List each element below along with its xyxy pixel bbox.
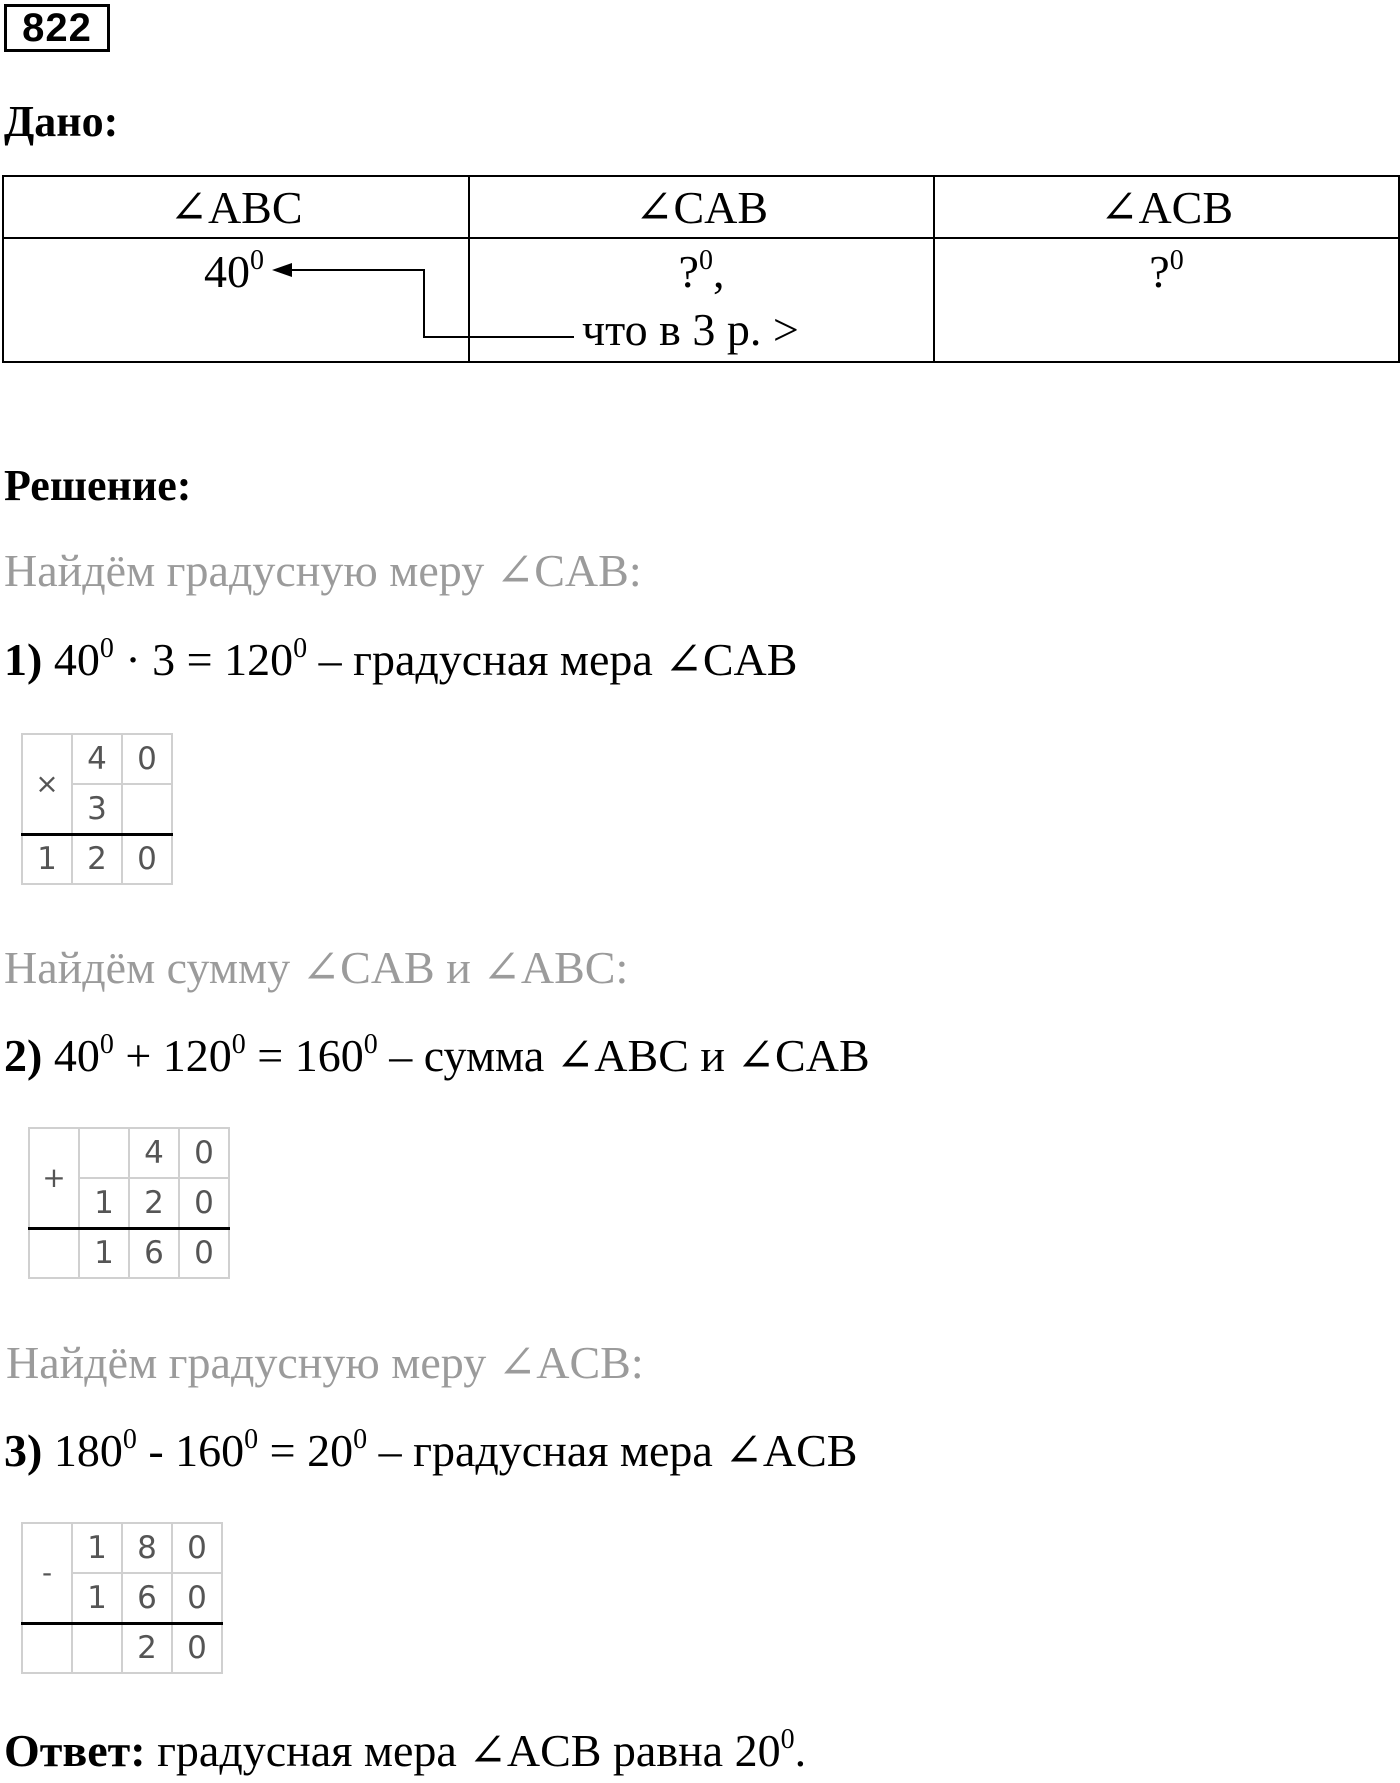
digit-cell: 1 bbox=[72, 1573, 122, 1623]
relation-arrow bbox=[0, 0, 1400, 400]
degree-mark: 0 bbox=[244, 1424, 259, 1455]
expr-part: 40 bbox=[53, 634, 100, 685]
result-cell: 0 bbox=[179, 1228, 229, 1278]
degree-mark: 0 bbox=[363, 1029, 378, 1060]
degree-mark: 0 bbox=[250, 245, 264, 276]
solution-heading: Решение: bbox=[4, 461, 192, 510]
header-angle-abc: ∠ABC bbox=[3, 176, 469, 238]
expr-part: · 3 = 120 bbox=[113, 634, 294, 685]
header-angle-acb: ∠ACB bbox=[934, 176, 1399, 238]
expr-part: 40 bbox=[53, 1030, 100, 1081]
degree-mark: 0 bbox=[231, 1029, 246, 1060]
expr-part: - 160 bbox=[136, 1425, 245, 1476]
expr-part: 180 bbox=[53, 1425, 123, 1476]
digit-cell: 6 bbox=[122, 1573, 172, 1623]
digit-cell: 0 bbox=[179, 1178, 229, 1228]
answer-text: градусная мера ∠ACB равна 20 bbox=[145, 1725, 781, 1776]
digit-cell: 4 bbox=[72, 734, 122, 784]
expr-part: – сумма ∠ABC и ∠CAB bbox=[377, 1030, 870, 1081]
degree-mark: 0 bbox=[122, 1424, 137, 1455]
digit-cell: 2 bbox=[129, 1178, 179, 1228]
degree-mark: 0 bbox=[698, 245, 713, 276]
multiplication-table bbox=[21, 733, 173, 885]
digit-cell: 1 bbox=[79, 1178, 129, 1228]
expr-part: = 160 bbox=[245, 1030, 364, 1081]
digit-cell: 0 bbox=[179, 1128, 229, 1178]
digit-cell: 3 bbox=[72, 784, 122, 834]
result-cell bbox=[72, 1623, 122, 1673]
given-heading: Дано: bbox=[4, 97, 119, 146]
digit-cell: 1 bbox=[72, 1523, 122, 1573]
result-cell: 2 bbox=[72, 834, 122, 884]
result-cell: 2 bbox=[122, 1623, 172, 1673]
result-cell: 0 bbox=[172, 1623, 222, 1673]
answer-line bbox=[4, 1723, 806, 1777]
acb-value: ? bbox=[1149, 246, 1170, 297]
result-cell bbox=[29, 1228, 79, 1278]
header-angle-cab: ∠CAB bbox=[469, 176, 934, 238]
expr-part: – градусная мера ∠CAB bbox=[307, 634, 798, 685]
expr-part: – градусная мера ∠ACB bbox=[367, 1425, 858, 1476]
expr-part: = 20 bbox=[258, 1425, 354, 1476]
step-1-label: 1) bbox=[4, 634, 43, 685]
cab-value: ? bbox=[678, 246, 699, 297]
digit-cell: 4 bbox=[129, 1128, 179, 1178]
step-1-note: Найдём градусную меру ∠CAB: bbox=[4, 545, 642, 596]
step-2-expression bbox=[4, 1028, 870, 1082]
operator-cell: - bbox=[22, 1523, 72, 1623]
result-cell: 1 bbox=[79, 1228, 129, 1278]
degree-mark: 0 bbox=[353, 1424, 368, 1455]
cab-comma: , bbox=[712, 246, 725, 297]
digit-cell: 0 bbox=[172, 1523, 222, 1573]
digit-cell: 0 bbox=[172, 1573, 222, 1623]
degree-mark: 0 bbox=[99, 633, 114, 664]
operator-cell: + bbox=[29, 1128, 79, 1228]
degree-mark: 0 bbox=[99, 1029, 114, 1060]
result-cell: 6 bbox=[129, 1228, 179, 1278]
abc-value: 40 bbox=[204, 246, 250, 297]
digit-cell: 0 bbox=[122, 734, 172, 784]
cab-relation: что в 3 р. > bbox=[582, 304, 799, 355]
digit-cell bbox=[122, 784, 172, 834]
digit-cell bbox=[79, 1128, 129, 1178]
operator-cell: × bbox=[22, 734, 72, 834]
result-cell: 1 bbox=[22, 834, 72, 884]
step-3-expression bbox=[4, 1423, 857, 1477]
expr-part: + 120 bbox=[113, 1030, 232, 1081]
subtraction-table bbox=[21, 1522, 223, 1674]
problem-number: 822 bbox=[4, 4, 110, 52]
result-cell: 0 bbox=[122, 834, 172, 884]
step-2-note: Найдём сумму ∠CAB и ∠ABC: bbox=[4, 942, 629, 993]
step-3-note: Найдём градусную меру ∠ACB: bbox=[6, 1337, 644, 1388]
step-3-label: 3) bbox=[4, 1425, 43, 1476]
step-2-label: 2) bbox=[4, 1030, 43, 1081]
answer-end: . bbox=[794, 1725, 807, 1776]
degree-mark: 0 bbox=[293, 633, 308, 664]
result-cell bbox=[22, 1623, 72, 1673]
addition-table bbox=[28, 1127, 230, 1279]
degree-mark: 0 bbox=[780, 1724, 795, 1755]
digit-cell: 8 bbox=[122, 1523, 172, 1573]
step-1-expression bbox=[4, 632, 797, 686]
degree-mark: 0 bbox=[1169, 245, 1184, 276]
answer-label: Ответ: bbox=[4, 1725, 146, 1776]
